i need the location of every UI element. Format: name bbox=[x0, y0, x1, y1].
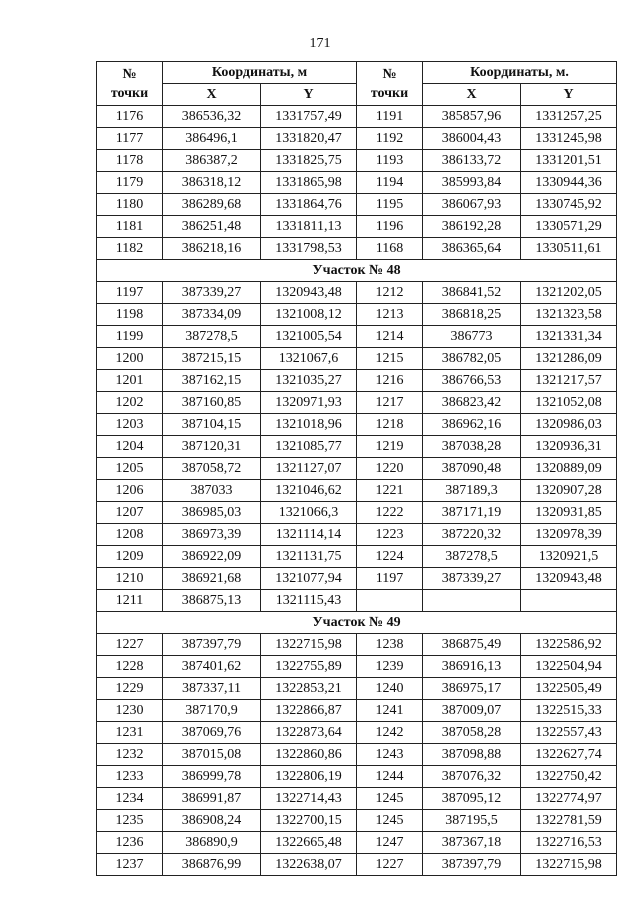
x-coord-right: 387009,07 bbox=[423, 700, 521, 722]
table-row bbox=[97, 634, 617, 656]
point-number-left: 1236 bbox=[97, 832, 163, 854]
y-coord-left: 1321127,07 bbox=[261, 458, 357, 480]
x-coord-left: 386251,48 bbox=[163, 216, 261, 238]
point-number-right: 1238 bbox=[357, 634, 423, 656]
point-number-right: 1218 bbox=[357, 414, 423, 436]
x-coord-right: 386004,43 bbox=[423, 128, 521, 150]
y-coord-left: 1321008,12 bbox=[261, 304, 357, 326]
y-coord-right: 1320931,85 bbox=[521, 502, 617, 524]
table-row bbox=[97, 700, 617, 722]
y-coord-left: 1321035,27 bbox=[261, 370, 357, 392]
x-coord-left: 387120,31 bbox=[163, 436, 261, 458]
table-row bbox=[97, 326, 617, 348]
point-number-header-left bbox=[97, 62, 163, 106]
table-row bbox=[97, 172, 617, 194]
point-number-right: 1227 bbox=[357, 854, 423, 876]
y-coord-left: 1322755,89 bbox=[261, 656, 357, 678]
y-coord-left: 1322806,19 bbox=[261, 766, 357, 788]
table-row bbox=[97, 150, 617, 172]
y-coord-left: 1322665,48 bbox=[261, 832, 357, 854]
point-number-left: 1203 bbox=[97, 414, 163, 436]
x-header-right: X bbox=[423, 84, 521, 106]
y-coord-left: 1322714,43 bbox=[261, 788, 357, 810]
table-row bbox=[97, 524, 617, 546]
point-number-left: 1230 bbox=[97, 700, 163, 722]
x-coord-right: 387278,5 bbox=[423, 546, 521, 568]
x-coord-right: 387058,28 bbox=[423, 722, 521, 744]
point-number-left: 1179 bbox=[97, 172, 163, 194]
x-coord-left: 387033 bbox=[163, 480, 261, 502]
point-number-right: 1168 bbox=[357, 238, 423, 260]
y-coord-left: 1331820,47 bbox=[261, 128, 357, 150]
table-row bbox=[97, 810, 617, 832]
x-coord-left: 386496,1 bbox=[163, 128, 261, 150]
section-title-49: Участок № 49 bbox=[97, 612, 617, 634]
section-48 bbox=[97, 260, 617, 282]
point-word: точки bbox=[370, 85, 409, 101]
y-coord-left: 1322873,64 bbox=[261, 722, 357, 744]
point-number-right bbox=[357, 590, 423, 612]
y-coord-left: 1331864,76 bbox=[261, 194, 357, 216]
point-number-right: 1245 bbox=[357, 810, 423, 832]
y-coord-left: 1321005,54 bbox=[261, 326, 357, 348]
point-number-left: 1207 bbox=[97, 502, 163, 524]
table-row bbox=[97, 282, 617, 304]
x-coord-left: 386973,39 bbox=[163, 524, 261, 546]
point-number-right: 1197 bbox=[357, 568, 423, 590]
x-coord-left: 387339,27 bbox=[163, 282, 261, 304]
point-number-left: 1205 bbox=[97, 458, 163, 480]
x-coord-right: 387098,88 bbox=[423, 744, 521, 766]
point-number-left: 1211 bbox=[97, 590, 163, 612]
y-coord-right: 1320921,5 bbox=[521, 546, 617, 568]
y-coord-right: 1321052,08 bbox=[521, 392, 617, 414]
x-coord-right: 387195,5 bbox=[423, 810, 521, 832]
x-coord-right: 386818,25 bbox=[423, 304, 521, 326]
x-coord-left: 386921,68 bbox=[163, 568, 261, 590]
y-coord-right bbox=[521, 590, 617, 612]
rows-group-top bbox=[97, 106, 617, 260]
page-number: 171 bbox=[309, 36, 331, 51]
x-coord-right: 387189,3 bbox=[423, 480, 521, 502]
y-coord-left: 1321131,75 bbox=[261, 546, 357, 568]
x-header-left: X bbox=[163, 84, 261, 106]
point-number-right: 1191 bbox=[357, 106, 423, 128]
table-row bbox=[97, 546, 617, 568]
y-coord-right: 1320978,39 bbox=[521, 524, 617, 546]
x-coord-right: 387038,28 bbox=[423, 436, 521, 458]
y-coord-right: 1321331,34 bbox=[521, 326, 617, 348]
y-coord-left: 1320971,93 bbox=[261, 392, 357, 414]
x-coord-left: 387334,09 bbox=[163, 304, 261, 326]
y-coord-left: 1322853,21 bbox=[261, 678, 357, 700]
x-coord-right: 386875,49 bbox=[423, 634, 521, 656]
y-coord-left: 1322715,98 bbox=[261, 634, 357, 656]
point-number-left: 1237 bbox=[97, 854, 163, 876]
y-coord-right: 1320936,31 bbox=[521, 436, 617, 458]
y-coord-left: 1331811,13 bbox=[261, 216, 357, 238]
y-coord-right: 1321217,57 bbox=[521, 370, 617, 392]
x-coord-right: 387090,48 bbox=[423, 458, 521, 480]
point-number-left: 1231 bbox=[97, 722, 163, 744]
x-coord-left: 386890,9 bbox=[163, 832, 261, 854]
table-row bbox=[97, 128, 617, 150]
point-number-right: 1219 bbox=[357, 436, 423, 458]
x-coord-right: 386067,93 bbox=[423, 194, 521, 216]
y-coord-right: 1321286,09 bbox=[521, 348, 617, 370]
point-number-left: 1208 bbox=[97, 524, 163, 546]
x-coord-right: 386841,52 bbox=[423, 282, 521, 304]
y-coord-left: 1321114,14 bbox=[261, 524, 357, 546]
y-coord-right: 1330745,92 bbox=[521, 194, 617, 216]
x-coord-left: 387162,15 bbox=[163, 370, 261, 392]
coordinates-header-left: Координаты, м bbox=[163, 62, 357, 84]
point-number-left: 1202 bbox=[97, 392, 163, 414]
y-coord-right: 1322627,74 bbox=[521, 744, 617, 766]
x-coord-left: 386922,09 bbox=[163, 546, 261, 568]
y-coord-right: 1322515,33 bbox=[521, 700, 617, 722]
num-sign: № bbox=[382, 66, 397, 82]
y-coord-right: 1320943,48 bbox=[521, 568, 617, 590]
table-row bbox=[97, 502, 617, 524]
x-coord-right: 387076,32 bbox=[423, 766, 521, 788]
point-number-right: 1245 bbox=[357, 788, 423, 810]
x-coord-right: 386133,72 bbox=[423, 150, 521, 172]
y-coord-right: 1322504,94 bbox=[521, 656, 617, 678]
x-coord-right: 386975,17 bbox=[423, 678, 521, 700]
y-coord-left: 1321067,6 bbox=[261, 348, 357, 370]
x-coord-left: 386289,68 bbox=[163, 194, 261, 216]
table-row bbox=[97, 436, 617, 458]
point-number-left: 1180 bbox=[97, 194, 163, 216]
rows-group-49 bbox=[97, 634, 617, 876]
point-number-right: 1216 bbox=[357, 370, 423, 392]
x-coord-left: 387337,11 bbox=[163, 678, 261, 700]
y-coord-right: 1322781,59 bbox=[521, 810, 617, 832]
point-number-right: 1223 bbox=[357, 524, 423, 546]
y-coord-left: 1321018,96 bbox=[261, 414, 357, 436]
y-header-right: Y bbox=[521, 84, 617, 106]
x-coord-right: 387367,18 bbox=[423, 832, 521, 854]
point-number-left: 1234 bbox=[97, 788, 163, 810]
point-number-left: 1209 bbox=[97, 546, 163, 568]
y-coord-right: 1331257,25 bbox=[521, 106, 617, 128]
x-coord-left: 387015,08 bbox=[163, 744, 261, 766]
table-row bbox=[97, 304, 617, 326]
point-number-right: 1214 bbox=[357, 326, 423, 348]
y-coord-left: 1331865,98 bbox=[261, 172, 357, 194]
point-number-right: 1222 bbox=[357, 502, 423, 524]
coordinates-header-right: Координаты, м. bbox=[423, 62, 617, 84]
x-coord-right: 386192,28 bbox=[423, 216, 521, 238]
point-number-right: 1243 bbox=[357, 744, 423, 766]
point-number-right: 1217 bbox=[357, 392, 423, 414]
point-number-right: 1195 bbox=[357, 194, 423, 216]
x-coord-right: 385857,96 bbox=[423, 106, 521, 128]
y-coord-left: 1331757,49 bbox=[261, 106, 357, 128]
point-number-right: 1240 bbox=[357, 678, 423, 700]
x-coord-left: 386318,12 bbox=[163, 172, 261, 194]
section-row bbox=[97, 612, 617, 634]
point-number-right: 1239 bbox=[357, 656, 423, 678]
table-row bbox=[97, 678, 617, 700]
table-row bbox=[97, 194, 617, 216]
x-coord-right: 387095,12 bbox=[423, 788, 521, 810]
x-coord-right: 386365,64 bbox=[423, 238, 521, 260]
point-number-left: 1200 bbox=[97, 348, 163, 370]
point-number-right: 1241 bbox=[357, 700, 423, 722]
x-coord-left: 387104,15 bbox=[163, 414, 261, 436]
x-coord-left: 387058,72 bbox=[163, 458, 261, 480]
y-coord-right: 1322750,42 bbox=[521, 766, 617, 788]
point-number-right: 1215 bbox=[357, 348, 423, 370]
section-49 bbox=[97, 612, 617, 634]
point-number-left: 1177 bbox=[97, 128, 163, 150]
table-row bbox=[97, 568, 617, 590]
x-coord-right: 386823,42 bbox=[423, 392, 521, 414]
x-coord-left: 386218,16 bbox=[163, 238, 261, 260]
table-row bbox=[97, 348, 617, 370]
table-row bbox=[97, 722, 617, 744]
x-coord-left: 386875,13 bbox=[163, 590, 261, 612]
y-coord-right: 1330944,36 bbox=[521, 172, 617, 194]
point-number-right: 1221 bbox=[357, 480, 423, 502]
point-number-left: 1228 bbox=[97, 656, 163, 678]
y-coord-left: 1321077,94 bbox=[261, 568, 357, 590]
point-number-left: 1198 bbox=[97, 304, 163, 326]
x-coord-left: 387160,85 bbox=[163, 392, 261, 414]
point-number-left: 1204 bbox=[97, 436, 163, 458]
point-number-right: 1242 bbox=[357, 722, 423, 744]
table-row bbox=[97, 788, 617, 810]
table-row bbox=[97, 744, 617, 766]
x-coord-left: 386908,24 bbox=[163, 810, 261, 832]
x-coord-right: 385993,84 bbox=[423, 172, 521, 194]
point-number-left: 1232 bbox=[97, 744, 163, 766]
x-coord-right: 386782,05 bbox=[423, 348, 521, 370]
x-coord-left: 386387,2 bbox=[163, 150, 261, 172]
rows-group-48 bbox=[97, 282, 617, 612]
table-row bbox=[97, 216, 617, 238]
point-number-left: 1181 bbox=[97, 216, 163, 238]
table-row bbox=[97, 854, 617, 876]
y-header-left: Y bbox=[261, 84, 357, 106]
table-row bbox=[97, 480, 617, 502]
x-coord-right: 387171,19 bbox=[423, 502, 521, 524]
y-coord-right: 1322716,53 bbox=[521, 832, 617, 854]
y-coord-right: 1322715,98 bbox=[521, 854, 617, 876]
table-row bbox=[97, 238, 617, 260]
point-number-right: 1192 bbox=[357, 128, 423, 150]
section-row bbox=[97, 260, 617, 282]
x-coord-left: 387397,79 bbox=[163, 634, 261, 656]
x-coord-left: 386999,78 bbox=[163, 766, 261, 788]
num-sign: № bbox=[122, 66, 137, 82]
point-number-left: 1227 bbox=[97, 634, 163, 656]
point-number-left: 1176 bbox=[97, 106, 163, 128]
y-coord-right: 1331201,51 bbox=[521, 150, 617, 172]
x-coord-left: 386985,03 bbox=[163, 502, 261, 524]
y-coord-right: 1321323,58 bbox=[521, 304, 617, 326]
table-row bbox=[97, 656, 617, 678]
y-coord-left: 1320943,48 bbox=[261, 282, 357, 304]
x-coord-left: 387069,76 bbox=[163, 722, 261, 744]
x-coord-right: 386916,13 bbox=[423, 656, 521, 678]
point-number-right: 1213 bbox=[357, 304, 423, 326]
table-row bbox=[97, 370, 617, 392]
y-coord-left: 1321115,43 bbox=[261, 590, 357, 612]
point-number-header-right bbox=[357, 62, 423, 106]
x-coord-right: 386773 bbox=[423, 326, 521, 348]
y-coord-right: 1322557,43 bbox=[521, 722, 617, 744]
point-number-right: 1220 bbox=[357, 458, 423, 480]
x-coord-left: 387170,9 bbox=[163, 700, 261, 722]
y-coord-right: 1330511,61 bbox=[521, 238, 617, 260]
y-coord-right: 1320986,03 bbox=[521, 414, 617, 436]
y-coord-right: 1320907,28 bbox=[521, 480, 617, 502]
section-title-48: Участок № 48 bbox=[97, 260, 617, 282]
table-row bbox=[97, 458, 617, 480]
table-row bbox=[97, 414, 617, 436]
table-row bbox=[97, 392, 617, 414]
y-coord-left: 1331825,75 bbox=[261, 150, 357, 172]
table-row bbox=[97, 590, 617, 612]
point-number-left: 1201 bbox=[97, 370, 163, 392]
y-coord-left: 1322700,15 bbox=[261, 810, 357, 832]
y-coord-right: 1322505,49 bbox=[521, 678, 617, 700]
y-coord-left: 1331798,53 bbox=[261, 238, 357, 260]
point-number-right: 1224 bbox=[357, 546, 423, 568]
y-coord-left: 1321085,77 bbox=[261, 436, 357, 458]
point-number-left: 1206 bbox=[97, 480, 163, 502]
x-coord-left: 386991,87 bbox=[163, 788, 261, 810]
x-coord-left: 387278,5 bbox=[163, 326, 261, 348]
table-row bbox=[97, 832, 617, 854]
point-number-left: 1235 bbox=[97, 810, 163, 832]
y-coord-left: 1321066,3 bbox=[261, 502, 357, 524]
x-coord-right: 386766,53 bbox=[423, 370, 521, 392]
point-number-right: 1247 bbox=[357, 832, 423, 854]
x-coord-left: 386876,99 bbox=[163, 854, 261, 876]
x-coord-left: 387401,62 bbox=[163, 656, 261, 678]
point-number-left: 1199 bbox=[97, 326, 163, 348]
y-coord-right: 1321202,05 bbox=[521, 282, 617, 304]
y-coord-right: 1331245,98 bbox=[521, 128, 617, 150]
point-word: точки bbox=[110, 85, 149, 101]
y-coord-left: 1321046,62 bbox=[261, 480, 357, 502]
y-coord-right: 1320889,09 bbox=[521, 458, 617, 480]
y-coord-left: 1322866,87 bbox=[261, 700, 357, 722]
point-number-left: 1182 bbox=[97, 238, 163, 260]
point-number-right: 1196 bbox=[357, 216, 423, 238]
point-number-left: 1229 bbox=[97, 678, 163, 700]
x-coord-left: 386536,32 bbox=[163, 106, 261, 128]
table-row bbox=[97, 106, 617, 128]
y-coord-right: 1322586,92 bbox=[521, 634, 617, 656]
table-row bbox=[97, 766, 617, 788]
point-number-right: 1194 bbox=[357, 172, 423, 194]
y-coord-left: 1322860,86 bbox=[261, 744, 357, 766]
y-coord-left: 1322638,07 bbox=[261, 854, 357, 876]
point-number-left: 1210 bbox=[97, 568, 163, 590]
point-number-right: 1193 bbox=[357, 150, 423, 172]
coordinates-table bbox=[96, 61, 617, 876]
y-coord-right: 1330571,29 bbox=[521, 216, 617, 238]
x-coord-right: 387220,32 bbox=[423, 524, 521, 546]
x-coord-right: 387339,27 bbox=[423, 568, 521, 590]
point-number-left: 1233 bbox=[97, 766, 163, 788]
point-number-left: 1178 bbox=[97, 150, 163, 172]
point-number-right: 1212 bbox=[357, 282, 423, 304]
x-coord-left: 387215,15 bbox=[163, 348, 261, 370]
x-coord-right bbox=[423, 590, 521, 612]
x-coord-right: 386962,16 bbox=[423, 414, 521, 436]
point-number-left: 1197 bbox=[97, 282, 163, 304]
point-number-right: 1244 bbox=[357, 766, 423, 788]
x-coord-right: 387397,79 bbox=[423, 854, 521, 876]
y-coord-right: 1322774,97 bbox=[521, 788, 617, 810]
